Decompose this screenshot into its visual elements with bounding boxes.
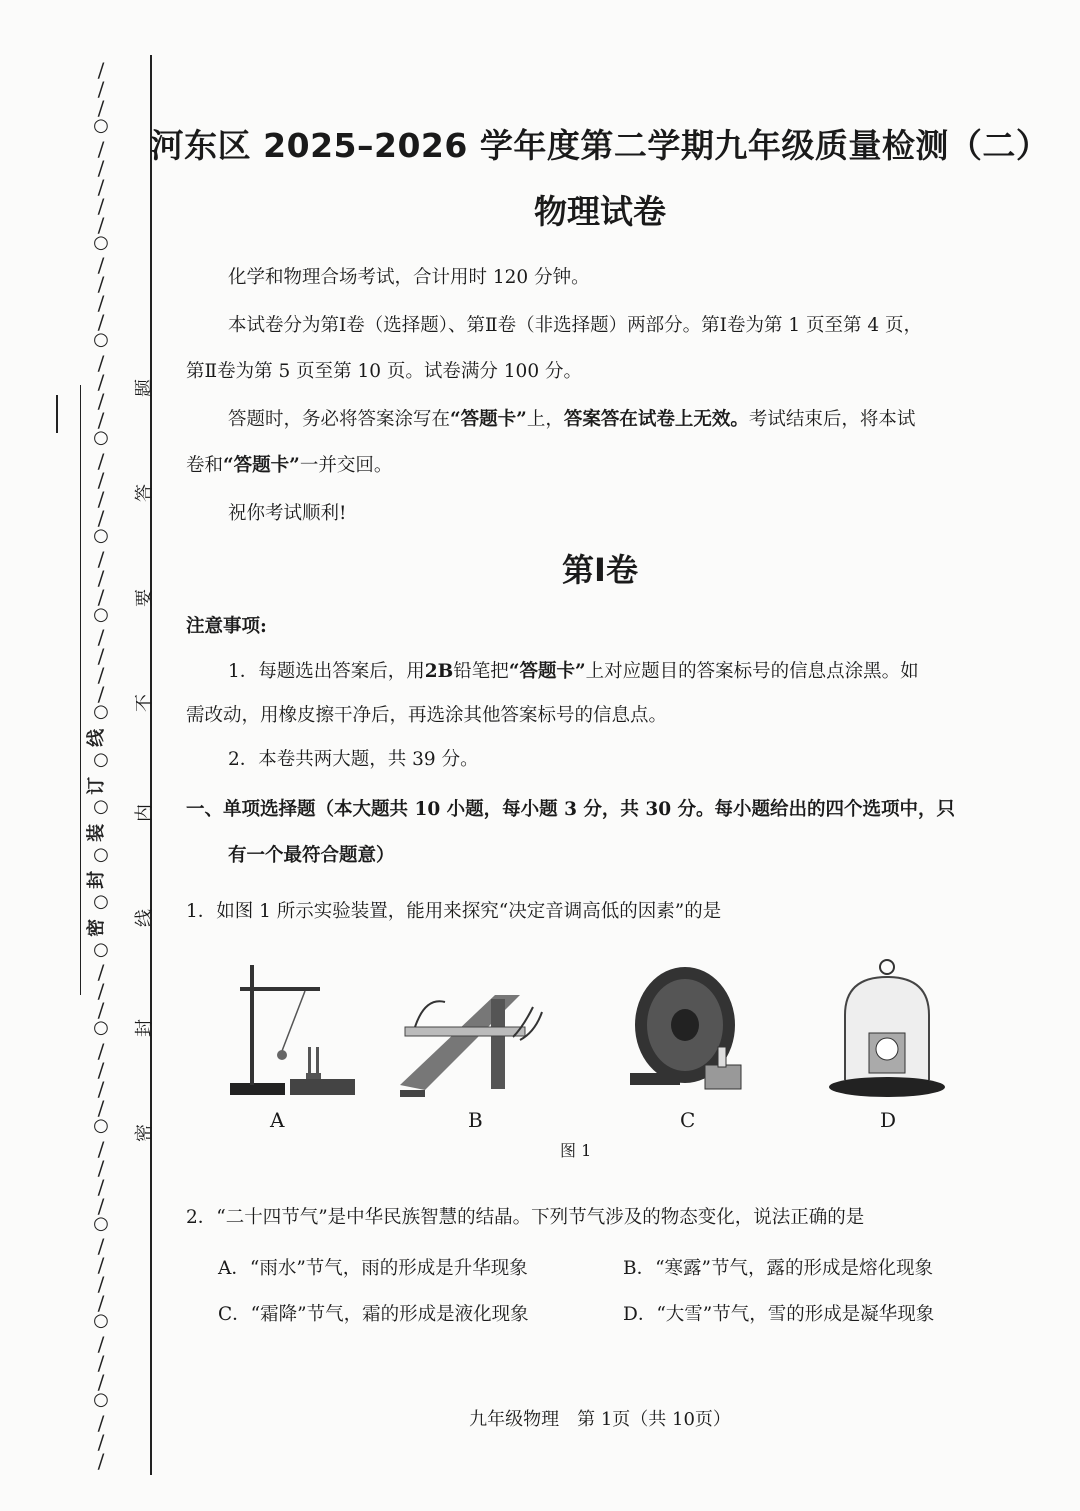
intro-text: 一并交回。 [299,455,393,476]
figure-label-b: B [468,1108,483,1132]
warning-char-8: 题 [134,379,155,397]
seal-char-bind: 订 [86,776,108,795]
note-1b: 需改动，用橡皮擦干净后，再选涂其他答案标号的信息点。 [186,705,668,726]
figure-1 [200,955,980,1155]
answer-card-term: “答题卡” [508,661,586,682]
warning-char-4: 内 [134,804,155,822]
invalid-warning: 答案答在试卷上无效。 [563,409,749,430]
section1-heading-cont: 有一个最符合题意） [228,845,395,866]
seal-char-line: 线 [86,728,108,747]
intro-text: 答题时，务必将答案涂写在 [228,409,451,430]
apparatus-c-image [610,955,760,1105]
intro-line-3b [186,442,1016,490]
pencil-type: 2B [424,661,454,682]
note-text: 1．每题选出答案后，用 [228,661,425,682]
page-footer: 九年级物理 第 1页（共 10页） [469,1409,731,1430]
intro-line-1: 化学和物理合场考试，合计用时 120 分钟。 [228,267,590,288]
part1-heading: 第Ⅰ卷 [562,551,638,589]
figure-label-d: D [880,1108,897,1132]
figure-caption: 图 1 [560,1141,592,1160]
seal-dash-track: / / / ○ / / / / / ○ / / / / ○ / / / / ○ / / / / ○ / / / ○ / / / / ○ 线 ○ 订 ○ 装 ○ 封 ○ 密 ○ / / / ○ / / / / ○ / / / / ○ / / / / ○ / / / ○ / / / [86,60,116,1470]
answer-card-term: “答题卡” [450,409,527,430]
intro-text: 考试结束后，将本试 [748,409,916,430]
binding-outer-line [150,55,152,1475]
option-c: C．“霜降”节气，霜的形成是液化现象 [218,1304,529,1325]
note-2: 2．本卷共两大题，共 39 分。 [228,749,479,770]
section1-heading: 一、单项选择题（本大题共 10 小题，每小题 3 分，共 30 分。每小题给出的四个选项中，只 [186,799,956,820]
option-d: D．“大雪”节气，雪的形成是凝华现象 [623,1304,935,1325]
note-text: 铅笔把 [453,661,509,682]
seal-char-pack: 装 [86,823,108,842]
warning-char-5: 不 [134,694,155,712]
intro-line-2b: 第Ⅱ卷为第 5 页至第 10 页。试卷满分 100 分。 [186,361,582,382]
intro-line-3a [186,396,1016,444]
warning-char-7: 答 [134,484,155,502]
intro-good-luck: 祝你考试顺利! [228,503,347,524]
option-b: B．“寒露”节气，露的形成是熔化现象 [623,1258,934,1279]
answer-card-term: “答题卡” [223,455,300,476]
exam-title: 河东区 2025–2026 学年度第二学期九年级质量检测（二） [150,126,1050,165]
seal-char-secret: 密 [86,918,108,937]
binding-inner-line [80,385,81,995]
exam-subtitle: 物理试卷 [534,192,666,231]
intro-text: 卷和 [186,455,224,476]
figure-label-c: C [680,1108,696,1132]
warning-char-6: 要 [134,589,155,607]
apparatus-b-image [395,955,545,1105]
notes-heading: 注意事项: [186,616,267,637]
apparatus-d-image [815,955,965,1105]
question-2: 2．“二十四节气”是中华民族智慧的结晶。下列节气涉及的物态变化，说法正确的是 [186,1207,865,1228]
seal-char-seal: 封 [86,871,108,890]
warning-char-1: 密 [134,1124,155,1142]
note-text: 上对应题目的答案标号的信息点涂黑。如 [585,661,919,682]
figure-label-a: A [270,1108,285,1132]
binding-mark [56,395,58,433]
question-1: 1．如图 1 所示实验装置，能用来探究“决定音调高低的因素”的是 [186,901,722,922]
intro-text: 上， [526,409,564,430]
apparatus-a-image [220,955,370,1105]
note-1a [186,648,1016,696]
option-a: A．“雨水”节气，雨的形成是升华现象 [218,1258,528,1279]
warning-char-2: 封 [134,1019,155,1037]
intro-line-2a: 本试卷分为第Ⅰ卷（选择题）、第Ⅱ卷（非选择题）两部分。第Ⅰ卷为第 1 页至第 4 页， [228,315,923,336]
warning-char-3: 线 [134,909,155,927]
